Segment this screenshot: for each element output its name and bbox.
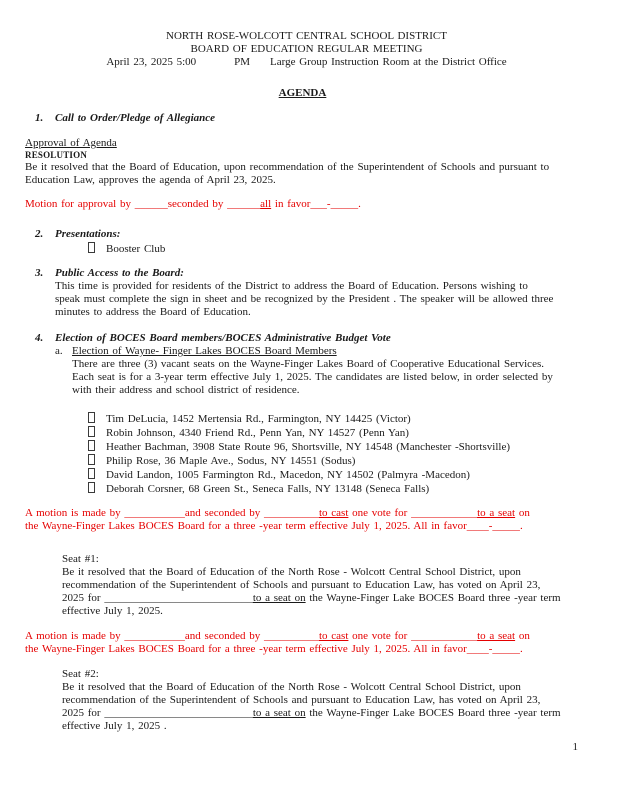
blank-line: ______ xyxy=(227,198,261,210)
presentation-bullet-item xyxy=(88,241,588,256)
meeting-datetime-location xyxy=(25,56,588,69)
approval-resolution-line: Education Law, approves the agenda of April 23, 2025. xyxy=(25,174,276,186)
blank-line: __________ xyxy=(263,507,319,519)
item-1-title: Call to Order/Pledge of Allegiance xyxy=(55,112,216,124)
seat-1-label: Seat #1: xyxy=(62,553,99,565)
meeting-subtitle: BOARD OF EDUCATION REGULAR MEETING xyxy=(190,43,423,55)
sub-item-4a xyxy=(55,345,588,358)
box-bullet-icon xyxy=(88,482,95,493)
agenda-item-4 xyxy=(25,332,588,345)
blank-line: __________ xyxy=(263,630,319,642)
sub-item-4a-letter: a. xyxy=(55,345,63,357)
box-bullet-icon xyxy=(88,440,95,451)
box-bullet-icon xyxy=(88,454,95,465)
blank-line: ___________________________ xyxy=(104,592,253,604)
district-title: NORTH ROSE-WOLCOTT CENTRAL SCHOOL DISTRICT xyxy=(166,30,447,42)
item-3-title: Public Access to the Board: xyxy=(55,267,184,279)
blank-line: ___________ xyxy=(124,507,185,519)
meeting-date: April 23, 2025 5:00 xyxy=(106,56,197,68)
public-access-paragraph: This time is provided for residents of the District to address the Board of Education. Persons wishing to speak must complete the sign in sheet and be recognized by the President . The speaker will be allowed three minutes to address the Board of Education. xyxy=(55,280,554,318)
blank-line: ___-_____ xyxy=(310,198,359,210)
agenda-item-2 xyxy=(25,228,588,241)
box-bullet-icon xyxy=(88,242,95,253)
blank-line: ____-_____ xyxy=(466,520,520,532)
candidate-item: Philip Rose, 36 Maple Ave., Sodus, NY 14551 (Sodus) xyxy=(88,453,588,467)
meeting-time-suffix: PM xyxy=(234,56,251,68)
candidate-item: Tim DeLucia, 1452 Mertensia Rd., Farmington, NY 14425 (Victor) xyxy=(88,411,588,425)
item-4-number: 4. xyxy=(35,332,44,344)
item-3-number: 3. xyxy=(35,267,44,279)
candidate-item: David Landon, 1005 Farmington Rd., Macedon, NY 14502 (Palmyra -Macedon) xyxy=(88,467,588,481)
boces-election-heading: Election of Wayne- Finger Lakes BOCES Board Members xyxy=(72,345,337,357)
boces-vote-motion: A motion is made by ___________and seconded by __________to cast one vote for ____________to a seat on the Wayne-Finger Lakes BOCES Board for a three -year term effective July 1, 2025. All in favor____-_____. xyxy=(25,630,530,655)
box-bullet-icon xyxy=(88,426,95,437)
item-4-title: Election of BOCES Board members/BOCES Administrative Budget Vote xyxy=(55,332,391,344)
blank-line: ______ xyxy=(134,198,168,210)
candidate-list xyxy=(25,411,588,495)
boces-election-paragraph: There are three (3) vacant seats on the Wayne-Finger Lakes Board of Cooperative Educational Services. Each seat is for a 3-year term effective July 1, 2025. The candidates are listed below, in order selected by with their address and school district of residence. xyxy=(72,358,553,396)
approval-of-agenda-heading: Approval of Agenda xyxy=(25,137,117,149)
candidate-item: Robin Johnson, 4340 Friend Rd., Penn Yan, NY 14527 (Penn Yan) xyxy=(88,425,588,439)
item-1-number: 1. xyxy=(35,112,44,124)
item-2-number: 2. xyxy=(35,228,44,240)
candidate-item: Heather Bachman, 3908 State Route 96, Shortsville, NY 14548 (Manchester -Shortsville) xyxy=(88,439,588,453)
resolution-label: RESOLUTION xyxy=(25,150,88,160)
motion-for-approval: Motion for approval by ______seconded by ______all in favor___-_____. xyxy=(25,198,361,210)
meeting-location: Large Group Instruction Room at the District Office xyxy=(270,56,507,68)
agenda-heading: AGENDA xyxy=(278,87,327,99)
boces-vote-motion: A motion is made by ___________and seconded by __________to cast one vote for ____________to a seat on the Wayne-Finger Lakes BOCES Board for a three -year term effective July 1, 2025. All in favor____-_____. xyxy=(25,507,530,532)
box-bullet-icon xyxy=(88,412,95,423)
candidate-item: Deborah Corsner, 68 Green St., Seneca Falls, NY 13148 (Seneca Falls) xyxy=(88,481,588,495)
item-2-title: Presentations: xyxy=(55,228,121,240)
presentation-label: Booster Club xyxy=(106,243,166,255)
blank-line: ____________ xyxy=(411,507,478,519)
agenda-item-3 xyxy=(25,267,588,280)
blank-line: ___________ xyxy=(124,630,185,642)
blank-line: ___________________________ xyxy=(104,707,253,719)
page-number: 1 xyxy=(572,741,578,753)
blank-line: ____-_____ xyxy=(466,643,520,655)
blank-line: ____________ xyxy=(411,630,478,642)
seat-1-resolution: Seat #1: Be it resolved that the Board of Education of the North Rose - Wolcott Central School District, upon recommendation of the Superintendent of Schools and pursuant to Education Law, has voted on April 23, 2025 for ___________________________to a seat on the Wayne-Finger Lake BOCES Board three -year term effective July 1, 2025. xyxy=(62,553,588,618)
approval-resolution-line: Be it resolved that the Board of Education, upon recommendation of the Superintendent of Schools and pursuant to xyxy=(25,161,550,173)
box-bullet-icon xyxy=(88,468,95,479)
agenda-item-1 xyxy=(25,112,588,125)
seat-2-resolution: Seat #2: Be it resolved that the Board of Education of the North Rose - Wolcott Central School District, upon recommendation of the Superintendent of Schools and pursuant to Education Law, has voted on April 23, 2025 for ___________________________to a seat on the Wayne-Finger Lake BOCES Board three -year term effective July 1, 2025 . xyxy=(62,668,588,733)
seat-2-label: Seat #2: xyxy=(62,668,99,680)
